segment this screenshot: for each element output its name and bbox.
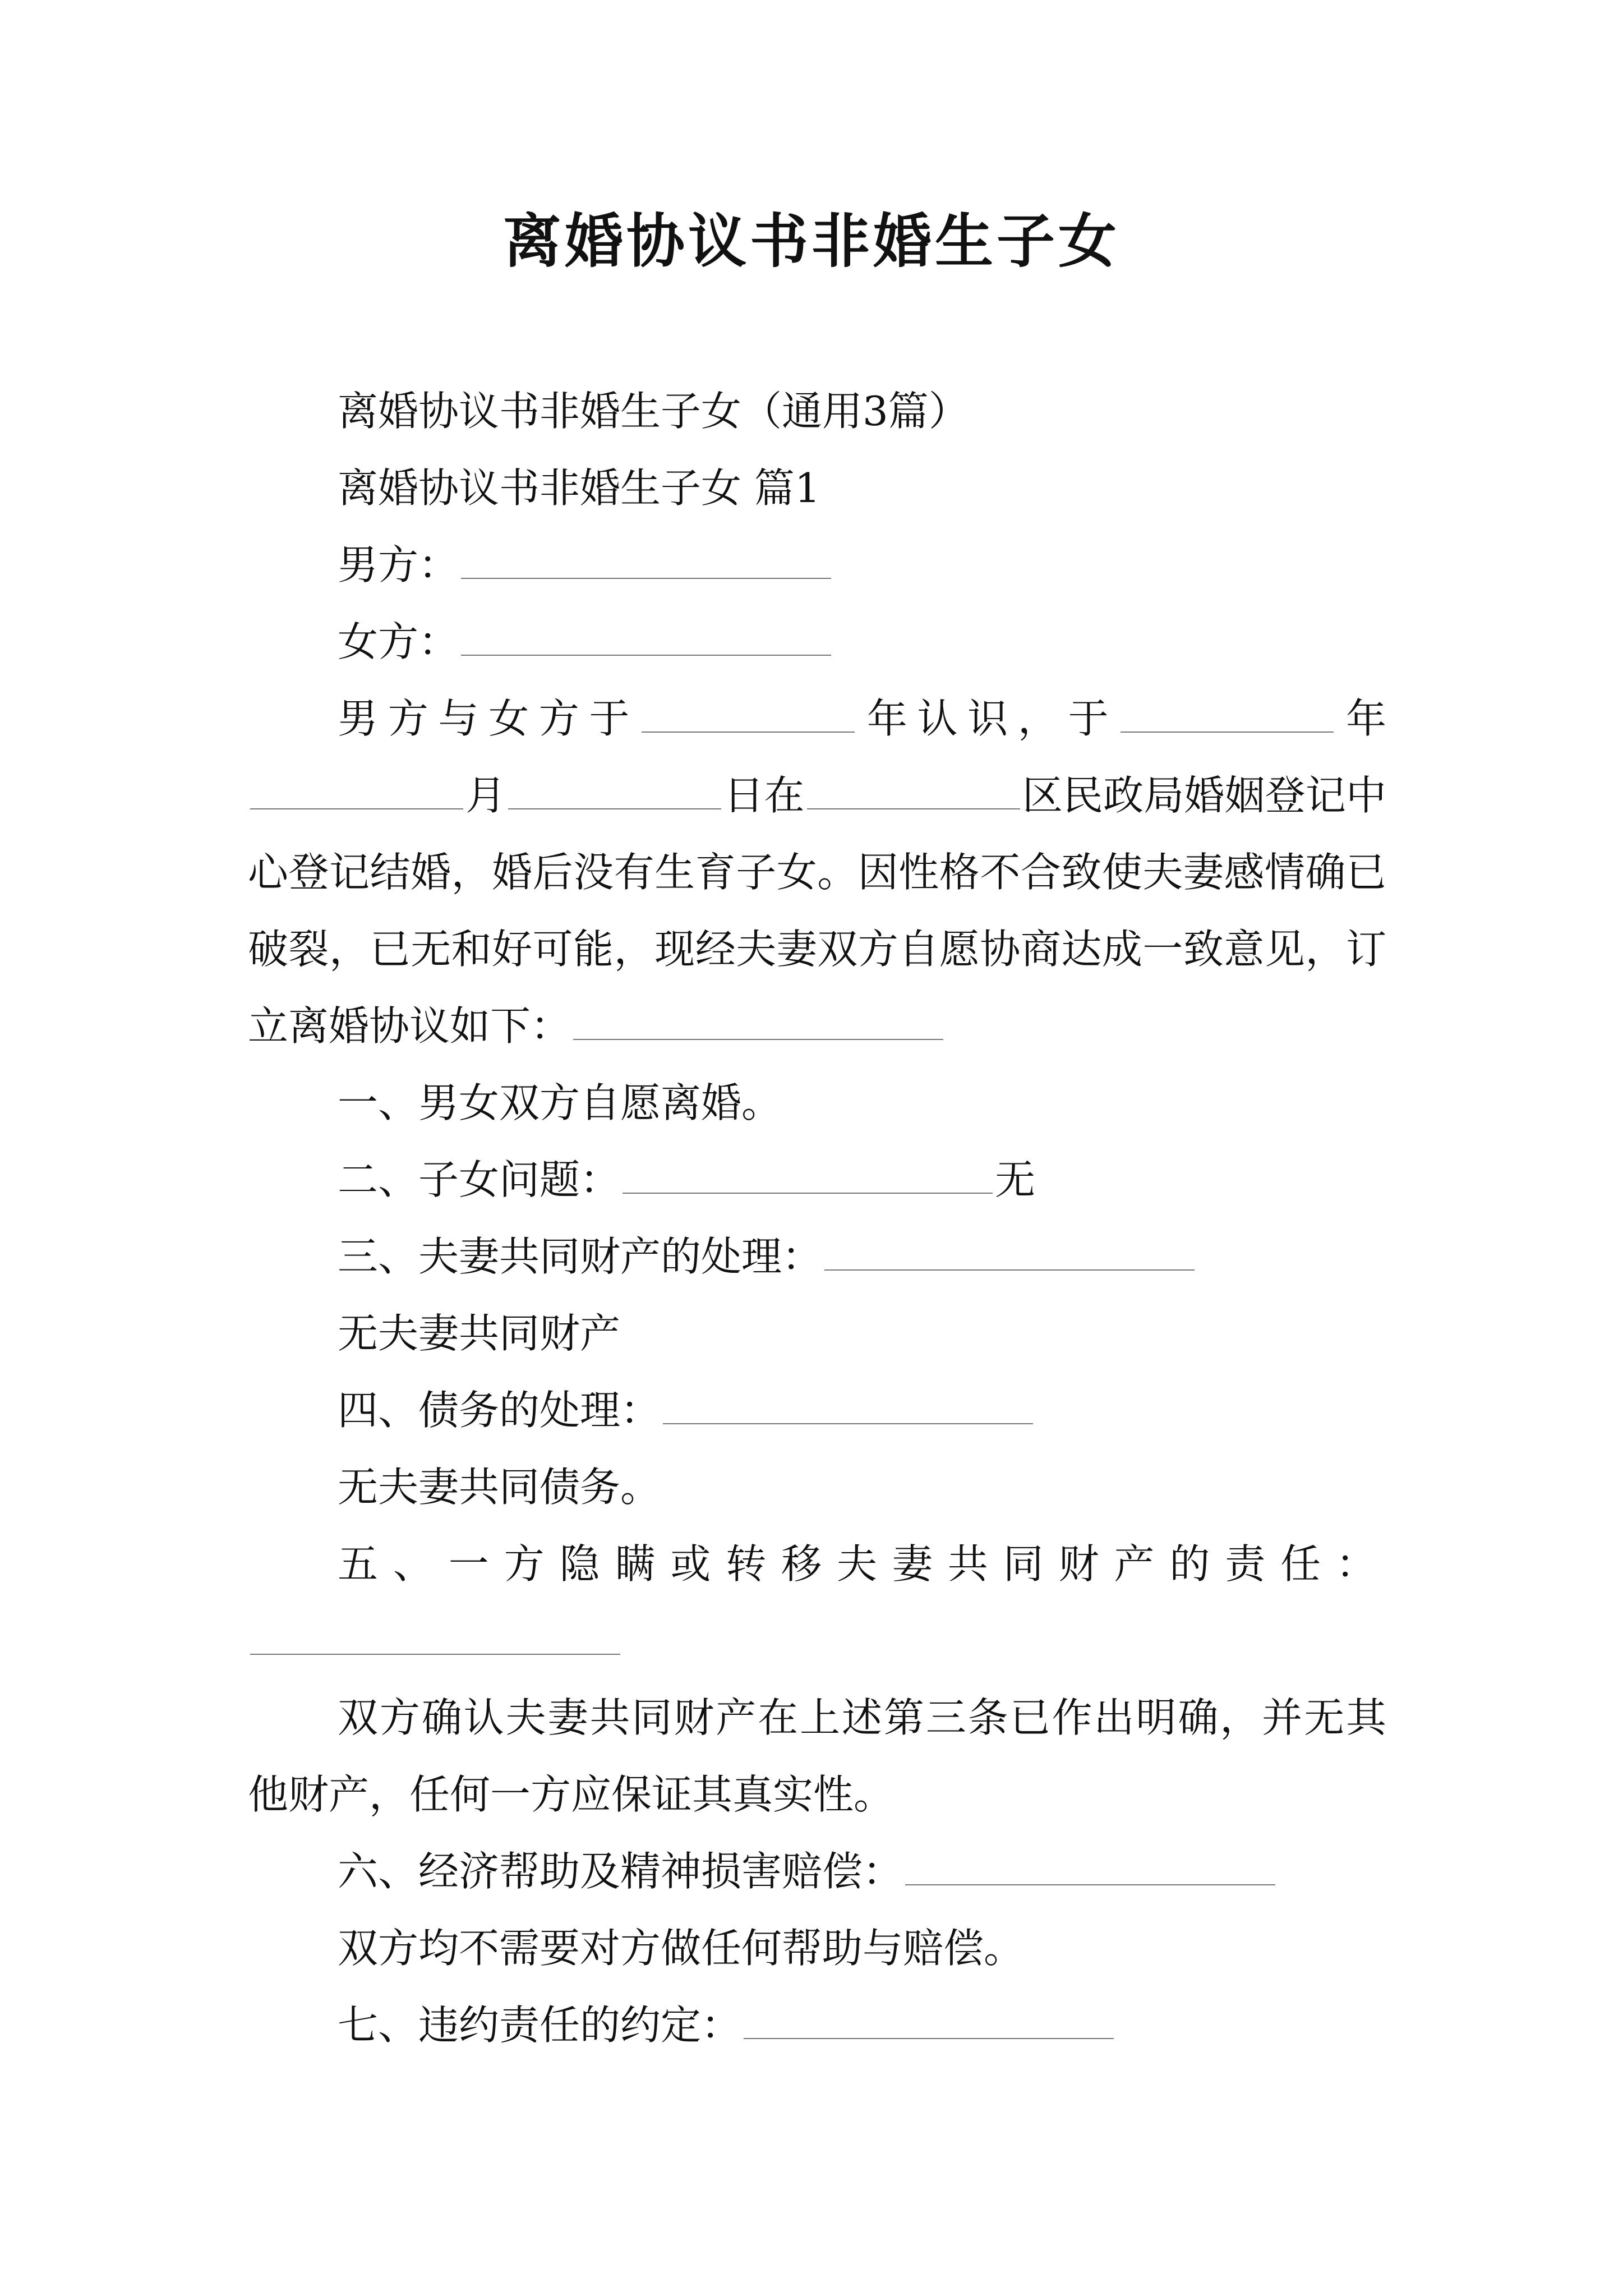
clause-5-blank [250,1650,620,1655]
day-blank [508,805,721,809]
clause-5-label: 五、一方隐瞒或转移夫妻共同财产的责任： [338,1540,1386,1588]
female-party-blank [461,651,831,656]
district-blank [807,805,1020,809]
clause-4-blank [663,1420,1033,1424]
section-heading: 离婚协议书非婚生子女 篇1 [338,464,820,512]
clause-6-value: 双方均不需要对方做任何帮助与赔偿。 [338,1925,1025,1972]
male-party-line [248,527,1386,604]
intro-part5: 日在 [723,772,805,819]
document-subtitle: 离婚协议书非婚生子女（通用3篇） [338,388,969,435]
male-party-label: 男方： [338,541,459,588]
clause-4-label: 四、债务的处理： [338,1387,661,1434]
clause-5-value: 双方确认夫妻共同财产在上述第三条已作出明确，并无其他财产，任何一方应保证其真实性。 [248,1694,1386,1818]
female-party-label: 女方： [338,618,459,665]
clause-4-value: 无夫妻共同债务。 [338,1464,661,1511]
clause-6-blank [905,1881,1275,1885]
clause-2-blank [623,1189,993,1194]
document-title: 离婚协议书非婚生子女 [502,206,1120,275]
clause-2-label: 二、子女问题： [338,1156,621,1203]
year-married-blank [1121,728,1334,733]
clause-3-label: 三、夫妻共同财产的处理： [338,1233,823,1280]
clause-2-value: 无 [995,1156,1036,1203]
intro-part4: 月 [465,772,506,819]
clause-3-blank [824,1266,1195,1271]
document-body [248,373,1386,2064]
clause-5-blank-line [248,1603,1386,1680]
clause-7 [248,1987,1386,2064]
clause-7-label: 七、违约责任的约定： [338,2001,742,2049]
clause-6 [248,1833,1386,1910]
intro-end-blank [573,1036,943,1040]
clause-3 [248,1218,1386,1295]
male-party-blank [461,574,831,579]
clause-4 [248,1372,1386,1449]
month-blank [250,805,463,809]
intro-line-1 [248,680,1386,757]
clause-2 [248,1142,1386,1218]
clause-6-label: 六、经济帮助及精神损害赔偿： [338,1848,903,1895]
intro-part2: 年认识，于 [857,695,1119,742]
clause-1: 一、男女双方自愿离婚。 [338,1079,782,1126]
intro-part1: 男方与女方于 [338,695,640,742]
clause-3-value: 无夫妻共同财产 [338,1310,621,1357]
year-met-blank [642,728,855,733]
female-party-line [248,604,1386,680]
intro-part3: 年 [1336,695,1386,742]
intro-paragraph [248,757,1386,1065]
clause-7-blank [744,2035,1114,2039]
intro-part6: 区民政局婚姻登记中心登记结婚，婚后没有生育子女。因性格不合致使夫妻感情确已破裂，已无和好可能，现经夫妻双方自愿协商达成一致意见，订立离婚协议如下： [248,772,1386,1050]
